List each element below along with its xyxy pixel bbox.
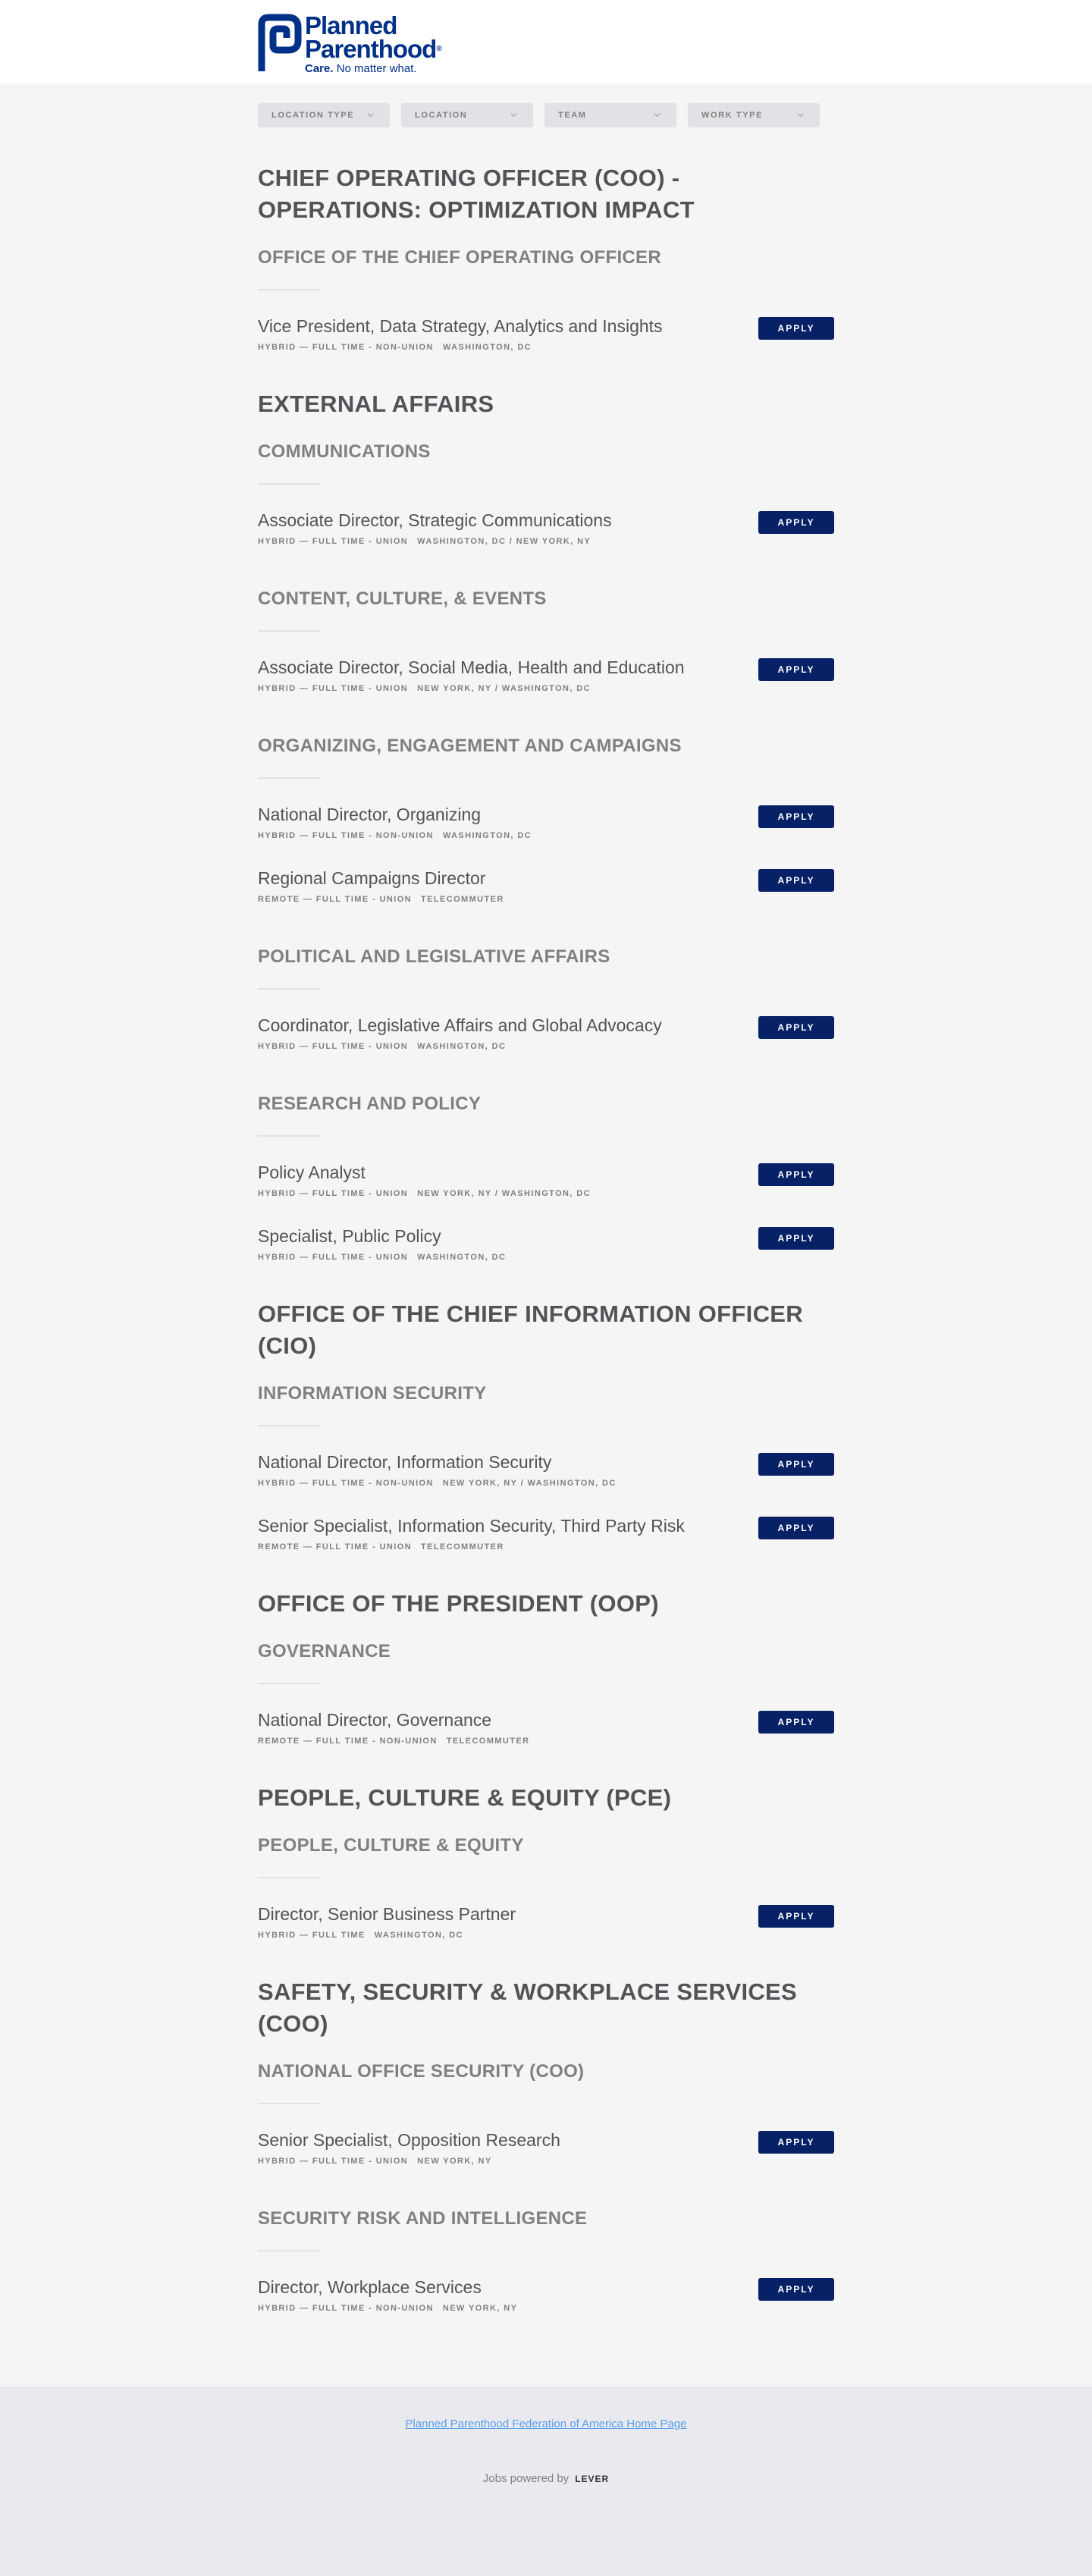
job-meta: [258, 342, 834, 353]
apply-button[interactable]: APPLY: [758, 1227, 834, 1250]
team-section: [258, 162, 834, 353]
apply-button[interactable]: APPLY: [758, 1453, 834, 1476]
powered-by-text: Jobs powered by: [482, 2472, 570, 2485]
job-title-link[interactable]: Associate Director, Strategic Communications: [258, 510, 612, 530]
department-group: [258, 2060, 834, 2167]
team-section: [258, 1298, 834, 1553]
team-title: PEOPLE, CULTURE & EQUITY (PCE): [258, 1784, 672, 1811]
department-group: [258, 2207, 834, 2314]
filter-label: LOCATION TYPE: [271, 111, 355, 120]
department-group: [258, 1092, 834, 1263]
section-divider: [258, 1683, 320, 1684]
department-group: [258, 440, 834, 548]
apply-button[interactable]: APPLY: [758, 317, 834, 340]
logo-line-2: Parenthood®: [305, 35, 442, 63]
chevron-down-icon: [654, 111, 661, 118]
department-title: OFFICE OF THE CHIEF OPERATING OFFICER: [258, 247, 661, 268]
job-location: TELECOMMUTER: [421, 1542, 504, 1552]
job-commitment: HYBRID — FULL TIME - NON-UNION: [258, 2304, 434, 2313]
logo-tagline: Care. No matter what.: [305, 62, 417, 75]
job-posting: [258, 1903, 834, 1941]
team-section: [258, 1588, 834, 1747]
job-meta: [258, 683, 834, 694]
postings-list: [258, 162, 834, 2314]
filter-bar: [258, 103, 834, 127]
lever-logo[interactable]: LEVER: [575, 2474, 610, 2484]
site-footer: [0, 2386, 1092, 2576]
job-title-link[interactable]: Director, Senior Business Partner: [258, 1904, 516, 1924]
job-location: WASHINGTON, DC: [417, 1042, 507, 1051]
job-title-link[interactable]: Director, Workplace Services: [258, 2277, 482, 2297]
section-divider: [258, 483, 320, 485]
job-posting: [258, 1709, 834, 1747]
apply-button[interactable]: APPLY: [758, 805, 834, 828]
logo-line-1: Planned: [305, 11, 397, 39]
job-meta: [258, 1188, 834, 1199]
filter-team-dropdown[interactable]: [544, 103, 676, 127]
home-page-link[interactable]: Planned Parenthood Federation of America Home Page: [405, 2418, 687, 2430]
job-commitment: HYBRID — FULL TIME - NON-UNION: [258, 343, 434, 352]
department-group: [258, 1382, 834, 1553]
section-divider: [258, 2103, 320, 2104]
job-title-link[interactable]: Specialist, Public Policy: [258, 1226, 441, 1246]
department-title: PEOPLE, CULTURE & EQUITY: [258, 1835, 524, 1856]
job-posting: [258, 868, 834, 905]
team-title: CHIEF OPERATING OFFICER (COO) - OPERATIONS: OPTIMIZATION IMPACT: [258, 165, 695, 223]
job-location: WASHINGTON, DC / NEW YORK, NY: [417, 537, 592, 546]
job-posting: [258, 657, 834, 695]
team-title: SAFETY, SECURITY & WORKPLACE SERVICES (COO): [258, 1978, 798, 2037]
job-posting: [258, 1225, 834, 1263]
job-location: WASHINGTON, DC: [442, 831, 532, 840]
job-commitment: REMOTE — FULL TIME - UNION: [258, 895, 413, 904]
job-posting: [258, 804, 834, 842]
department-title: CONTENT, CULTURE, & EVENTS: [258, 588, 547, 609]
department-group: [258, 734, 834, 905]
team-title: EXTERNAL AFFAIRS: [258, 391, 494, 417]
job-commitment: HYBRID — FULL TIME - UNION: [258, 1189, 409, 1198]
job-commitment: HYBRID — FULL TIME: [258, 1931, 366, 1940]
job-meta: [258, 536, 834, 547]
job-posting: [258, 1515, 834, 1553]
job-posting: [258, 1015, 834, 1053]
job-location: WASHINGTON, DC: [442, 343, 532, 352]
department-group: [258, 1834, 834, 1941]
job-posting: [258, 315, 834, 353]
job-meta: [258, 1478, 834, 1489]
job-title-link[interactable]: Vice President, Data Strategy, Analytics and Insights: [258, 316, 663, 336]
job-location: NEW YORK, NY: [442, 2304, 518, 2313]
job-title-link[interactable]: Associate Director, Social Media, Health and Education: [258, 657, 685, 677]
job-title-link[interactable]: Policy Analyst: [258, 1162, 366, 1182]
department-title: SECURITY RISK AND INTELLIGENCE: [258, 2208, 588, 2229]
job-commitment: HYBRID — FULL TIME - UNION: [258, 2157, 409, 2166]
planned-parenthood-logo[interactable]: [258, 11, 442, 76]
department-title: ORGANIZING, ENGAGEMENT AND CAMPAIGNS: [258, 736, 682, 756]
apply-button[interactable]: APPLY: [758, 658, 834, 681]
job-title-link[interactable]: National Director, Organizing: [258, 805, 482, 824]
chevron-down-icon: [797, 111, 804, 118]
department-group: [258, 587, 834, 695]
job-posting: [258, 1451, 834, 1489]
department-group: [258, 945, 834, 1053]
job-posting: [258, 2129, 834, 2167]
job-meta: [258, 2156, 834, 2167]
department-title: COMMUNICATIONS: [258, 441, 431, 462]
job-location: TELECOMMUTER: [446, 1737, 530, 1746]
apply-button[interactable]: APPLY: [758, 1163, 834, 1186]
apply-button[interactable]: APPLY: [758, 2278, 834, 2301]
filter-location-dropdown[interactable]: [401, 103, 533, 127]
job-commitment: REMOTE — FULL TIME - NON-UNION: [258, 1737, 438, 1746]
section-divider: [258, 777, 320, 779]
section-divider: [258, 2250, 320, 2251]
chevron-down-icon: [510, 111, 517, 118]
team-section: [258, 1782, 834, 1941]
apply-button[interactable]: APPLY: [758, 1711, 834, 1734]
job-meta: [258, 1542, 834, 1552]
filter-work-type-dropdown[interactable]: [688, 103, 820, 127]
section-divider: [258, 988, 320, 990]
department-title: INFORMATION SECURITY: [258, 1383, 487, 1404]
job-meta: [258, 1736, 834, 1746]
department-group: [258, 1639, 834, 1747]
job-title-link[interactable]: Senior Specialist, Opposition Research: [258, 2130, 560, 2150]
department-title: RESEARCH AND POLICY: [258, 1093, 482, 1114]
job-title-link[interactable]: Coordinator, Legislative Affairs and Global Advocacy: [258, 1015, 662, 1035]
filter-label: WORK TYPE: [701, 111, 764, 120]
job-location: NEW YORK, NY / WASHINGTON, DC: [417, 1189, 591, 1198]
job-title-link[interactable]: Senior Specialist, Information Security, Third Party Risk: [258, 1516, 685, 1536]
job-posting: [258, 510, 834, 548]
apply-button[interactable]: APPLY: [758, 1905, 834, 1928]
job-meta: [258, 894, 834, 905]
job-commitment: HYBRID — FULL TIME - UNION: [258, 1253, 409, 1262]
team-section: [258, 1976, 834, 2314]
job-title-link[interactable]: National Director, Information Security: [258, 1452, 552, 1472]
job-commitment: HYBRID — FULL TIME - NON-UNION: [258, 1479, 434, 1488]
team-title: OFFICE OF THE PRESIDENT (OOP): [258, 1590, 659, 1617]
filter-label: LOCATION: [415, 111, 468, 120]
section-divider: [258, 1877, 320, 1878]
team-title: OFFICE OF THE CHIEF INFORMATION OFFICER (CIO): [258, 1301, 803, 1359]
planned-parenthood-mark-icon: [258, 14, 302, 73]
department-title: NATIONAL OFFICE SECURITY (COO): [258, 2061, 585, 2082]
postings-container: [258, 103, 834, 2314]
chevron-down-icon: [367, 111, 374, 118]
job-title-link[interactable]: National Director, Governance: [258, 1710, 492, 1730]
job-location: TELECOMMUTER: [421, 895, 504, 904]
team-section: [258, 388, 834, 1263]
section-divider: [258, 1135, 320, 1137]
job-commitment: REMOTE — FULL TIME - UNION: [258, 1542, 413, 1552]
job-title-link[interactable]: Regional Campaigns Director: [258, 868, 486, 888]
job-commitment: HYBRID — FULL TIME - UNION: [258, 1042, 409, 1051]
section-divider: [258, 630, 320, 632]
site-header: [0, 0, 1092, 83]
job-location: NEW YORK, NY / WASHINGTON, DC: [442, 1479, 617, 1488]
job-meta: [258, 1930, 834, 1941]
filter-label: TEAM: [558, 111, 587, 120]
job-commitment: HYBRID — FULL TIME - UNION: [258, 537, 409, 546]
job-meta: [258, 2303, 834, 2314]
job-meta: [258, 1041, 834, 1052]
job-location: NEW YORK, NY: [417, 2157, 492, 2166]
apply-button[interactable]: APPLY: [758, 1016, 834, 1039]
job-location: WASHINGTON, DC: [374, 1931, 463, 1940]
apply-button[interactable]: APPLY: [758, 511, 834, 534]
job-commitment: HYBRID — FULL TIME - NON-UNION: [258, 831, 434, 840]
powered-by: [0, 2472, 1092, 2485]
filter-location-type-dropdown[interactable]: [258, 103, 390, 127]
logo-wordmark: [305, 11, 442, 76]
section-divider: [258, 1425, 320, 1426]
apply-button[interactable]: APPLY: [758, 1517, 834, 1539]
job-location: NEW YORK, NY / WASHINGTON, DC: [417, 684, 591, 693]
job-posting: [258, 2276, 834, 2314]
apply-button[interactable]: APPLY: [758, 2131, 834, 2154]
job-location: WASHINGTON, DC: [417, 1253, 507, 1262]
department-title: POLITICAL AND LEGISLATIVE AFFAIRS: [258, 946, 610, 967]
department-group: [258, 246, 834, 353]
job-meta: [258, 830, 834, 841]
section-divider: [258, 289, 320, 290]
apply-button[interactable]: APPLY: [758, 869, 834, 892]
department-title: GOVERNANCE: [258, 1641, 391, 1661]
job-meta: [258, 1252, 834, 1263]
job-commitment: HYBRID — FULL TIME - UNION: [258, 684, 409, 693]
job-posting: [258, 1162, 834, 1200]
